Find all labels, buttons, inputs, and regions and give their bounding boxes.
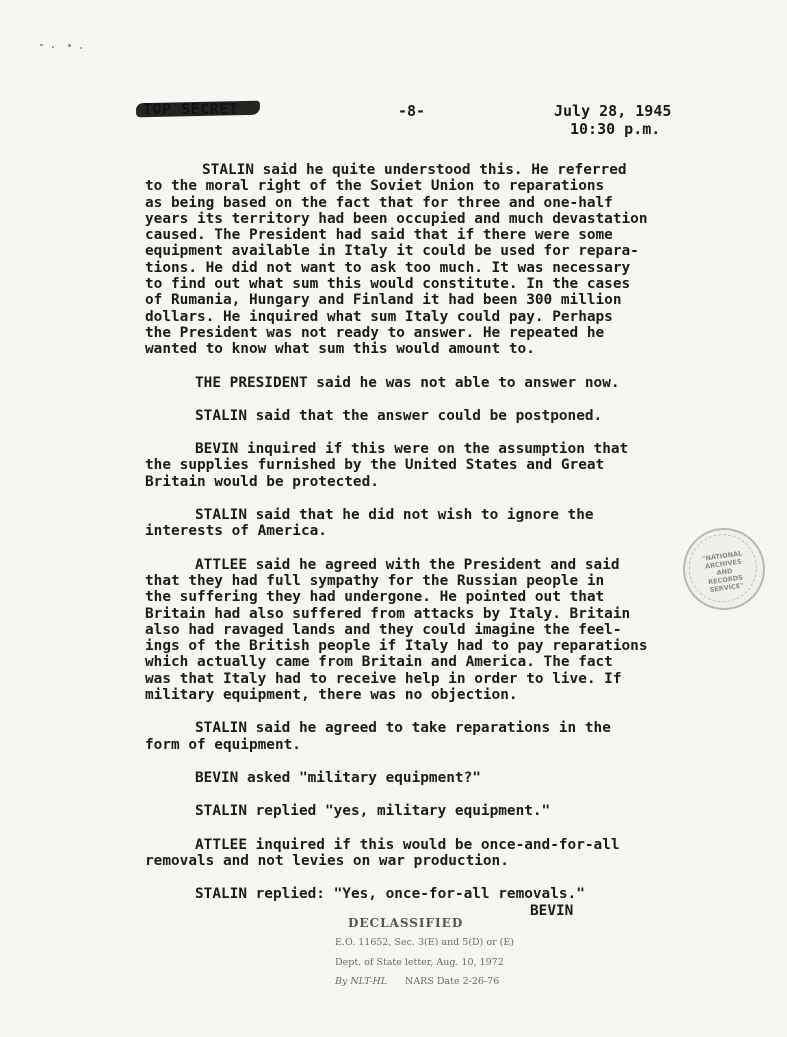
paragraph: BEVIN inquired if this were on the assumption that the supplies furnished by the United States and Great Britain would be protected. [145, 441, 629, 490]
paragraph: STALIN said that he did not wish to ignore the interests of America. [145, 507, 594, 540]
speaker-signature: BEVIN [530, 903, 574, 919]
paragraph: BEVIN asked "military equipment?" [195, 769, 481, 786]
paragraph: STALIN said he quite understood this. He referred to the moral right of the Soviet Union to reparations as being based on the fact that for three and one-half years its territory had been occupied and much devastation caused. The President had said that if there were some equipment available in Italy it could be used for repara- tions. He did not want to ask too much. It was necessary to find out what sum this would constitute. In the cases of Rumania, Hungary and Finland it had been 300 million dollars. He inquired what sum Italy could pay. Perhaps the President was not ready to answer. He repeated he wanted to know what sum this would amount to. [145, 162, 648, 358]
paragraph: ATTLEE inquired if this would be once-and-for-all removals and not levies on war production. [145, 836, 620, 869]
stamp-center-text: "NATIONAL ARCHIVES AND RECORDS SERVICE" [701, 549, 745, 595]
declass-authority: E.O. 11652, Sec. 3(E) and 5(D) or (E) [335, 937, 514, 948]
scan-speck [68, 44, 71, 47]
paragraph: STALIN replied "yes, military equipment." [195, 803, 551, 820]
page-number: -8- [398, 102, 426, 120]
paragraph: STALIN replied: "Yes, once-for-all removals." [195, 886, 585, 903]
redaction-mark [136, 101, 260, 118]
scan-speck [40, 44, 43, 46]
paragraph: ATTLEE said he agreed with the President and said that they had full sympathy for the Russian people in the suffering they had undergone. He pointed out that Britain had also suffered from attacks by Italy. Britain also had ravaged lands and they could imagine the feel- ings of the British people if Italy had to pay reparations which actually came from Britain and America. The fact was that Italy had to receive help in order to live. If military equipment, there was no objection. [145, 556, 648, 704]
declass-letter: Dept. of State letter, Aug. 10, 1972 [335, 957, 504, 968]
document-header [0, 100, 787, 140]
scan-speck [52, 46, 54, 48]
declass-by: By NLT-HL [335, 976, 388, 987]
paragraph: THE PRESIDENT said he was not able to answer now. [195, 374, 620, 391]
declassified-title: DECLASSIFIED [348, 916, 464, 930]
scan-speck [80, 47, 82, 49]
minutes-body [145, 162, 715, 902]
meeting-date: July 28, 1945 [554, 102, 672, 120]
declass-nars-date: NARS Date 2-26-76 [405, 976, 500, 987]
paragraph: STALIN said he agreed to take reparations in the form of equipment. [145, 720, 611, 753]
meeting-time: 10:30 p.m. [570, 120, 661, 138]
paragraph: STALIN said that the answer could be postponed. [195, 407, 603, 424]
